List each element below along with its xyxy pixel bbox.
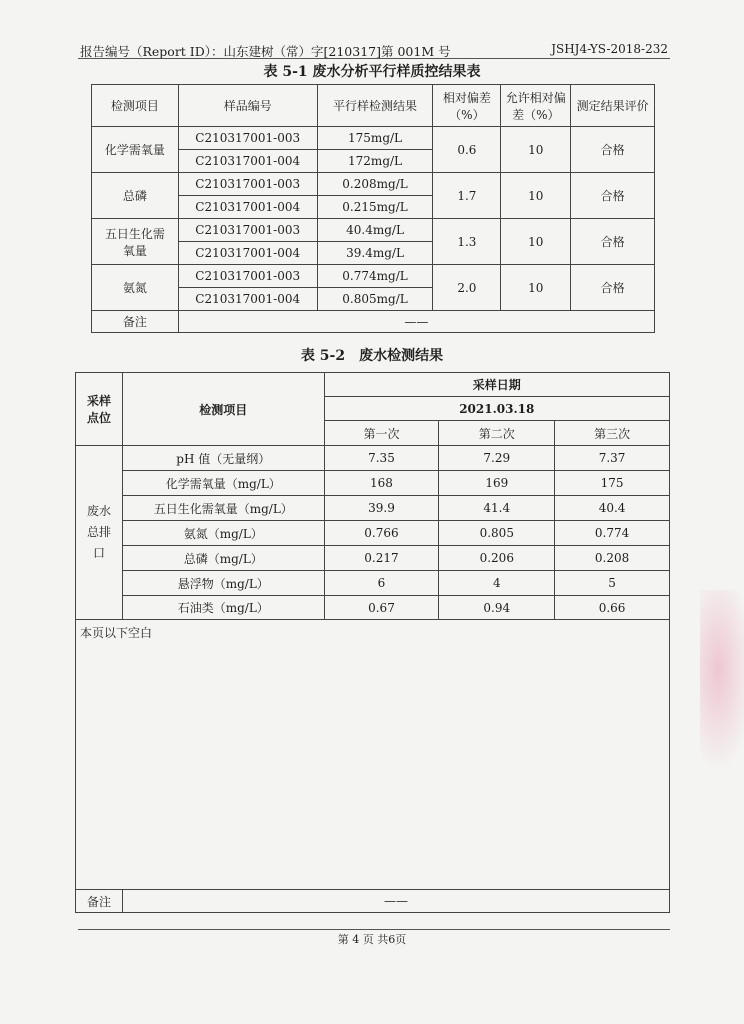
value-cell: 4 [439,571,555,596]
rel-dev-value: 2.0 [433,265,501,311]
result-value: 0.215mg/L [317,196,433,219]
footer-divider [78,929,670,930]
result-value: 175mg/L [317,127,433,150]
remark-value: —— [122,890,669,913]
table-row [76,471,670,496]
qc-results-table [91,84,655,333]
page-header [80,40,668,60]
col-header-allowed-dev: 允许相对偏差（%） [501,85,571,127]
item-cell: pH 值（无量纲） [122,446,324,471]
evaluation-value: 合格 [571,127,655,173]
stamp-edge-mark [700,590,744,790]
value-cell: 0.774 [555,521,670,546]
value-cell: 0.206 [439,546,555,571]
sample-id: C210317001-004 [178,196,317,219]
sample-id: C210317001-003 [178,265,317,288]
value-cell: 0.67 [324,596,439,620]
sample-id: C210317001-004 [178,288,317,311]
table-row [92,219,655,242]
table2-caption: 表 5-2 废水检测结果 [300,348,444,364]
value-cell: 5 [555,571,670,596]
value-cell: 175 [555,471,670,496]
col-header-run-1: 第一次 [324,421,439,446]
document-code: JSHJ4-YS-2018-232 [551,42,668,56]
result-value: 172mg/L [317,150,433,173]
sample-id: C210317001-003 [178,173,317,196]
sample-id: C210317001-004 [178,242,317,265]
remark-label: 备注 [92,311,179,333]
sample-id: C210317001-003 [178,219,317,242]
result-value: 39.4mg/L [317,242,433,265]
table-row [92,265,655,288]
value-cell: 0.805 [439,521,555,546]
value-cell: 0.766 [324,521,439,546]
col-header-point: 采样点位 [76,373,123,446]
table-row [92,173,655,196]
col-header-sampling-date: 采样日期 [324,373,669,397]
item-cell: 氨氮（mg/L） [122,521,324,546]
remark-label: 备注 [76,890,123,913]
evaluation-value: 合格 [571,173,655,219]
allowed-dev-value: 10 [501,127,571,173]
report-id: 报告编号（Report ID）：山东建树（常）字[210317]第 001M 号 [80,44,451,59]
col-header-result: 平行样检测结果 [317,85,433,127]
blank-area-row [76,620,670,890]
table-row [76,596,670,620]
table1-header-row [92,85,655,127]
rel-dev-value: 1.7 [433,173,501,219]
result-value: 40.4mg/L [317,219,433,242]
item-cell: 五日生化需氧量（mg/L） [122,496,324,521]
item-cell: 化学需氧量（mg/L） [122,471,324,496]
item-cell: 总磷（mg/L） [122,546,324,571]
sampling-point: 废水总排口 [76,446,123,620]
wastewater-results-table [75,372,670,913]
col-header-run-3: 第三次 [555,421,670,446]
item-cell: 化学需氧量 [92,127,179,173]
table-row [76,521,670,546]
value-cell: 0.66 [555,596,670,620]
table-row [76,446,670,471]
value-cell: 6 [324,571,439,596]
item-cell: 悬浮物（mg/L） [122,571,324,596]
result-value: 0.774mg/L [317,265,433,288]
value-cell: 40.4 [555,496,670,521]
col-header-item: 检测项目 [92,85,179,127]
col-header-rel-dev: 相对偏差（%） [433,85,501,127]
table-row [76,496,670,521]
item-cell: 总磷 [92,173,179,219]
blank-note: 本页以下空白 [76,620,670,890]
item-cell: 石油类（mg/L） [122,596,324,620]
table-row [76,546,670,571]
value-cell: 169 [439,471,555,496]
table-row [76,571,670,596]
allowed-dev-value: 10 [501,219,571,265]
col-header-item: 检测项目 [122,373,324,446]
evaluation-value: 合格 [571,265,655,311]
col-header-sample: 样品编号 [178,85,317,127]
col-header-run-2: 第二次 [439,421,555,446]
evaluation-value: 合格 [571,219,655,265]
value-cell: 7.37 [555,446,670,471]
result-value: 0.208mg/L [317,173,433,196]
item-cell: 氨氮 [92,265,179,311]
col-header-evaluation: 测定结果评价 [571,85,655,127]
sample-id: C210317001-003 [178,127,317,150]
value-cell: 0.94 [439,596,555,620]
value-cell: 0.217 [324,546,439,571]
rel-dev-value: 1.3 [433,219,501,265]
table2-header-row [76,373,670,397]
value-cell: 41.4 [439,496,555,521]
item-cell: 五日生化需氧量 [92,219,179,265]
allowed-dev-value: 10 [501,265,571,311]
remark-row [92,311,655,333]
header-divider [78,58,670,59]
sample-id: C210317001-004 [178,150,317,173]
page-number: 第 4 页 共6页 [337,933,407,946]
result-value: 0.805mg/L [317,288,433,311]
remark-row [76,890,670,913]
allowed-dev-value: 10 [501,173,571,219]
table1-caption: 表 5-1 废水分析平行样质控结果表 [263,64,481,80]
value-cell: 39.9 [324,496,439,521]
table-row [92,127,655,150]
sampling-date: 2021.03.18 [324,397,669,421]
value-cell: 168 [324,471,439,496]
remark-value: —— [178,311,654,333]
value-cell: 0.208 [555,546,670,571]
value-cell: 7.29 [439,446,555,471]
rel-dev-value: 0.6 [433,127,501,173]
value-cell: 7.35 [324,446,439,471]
